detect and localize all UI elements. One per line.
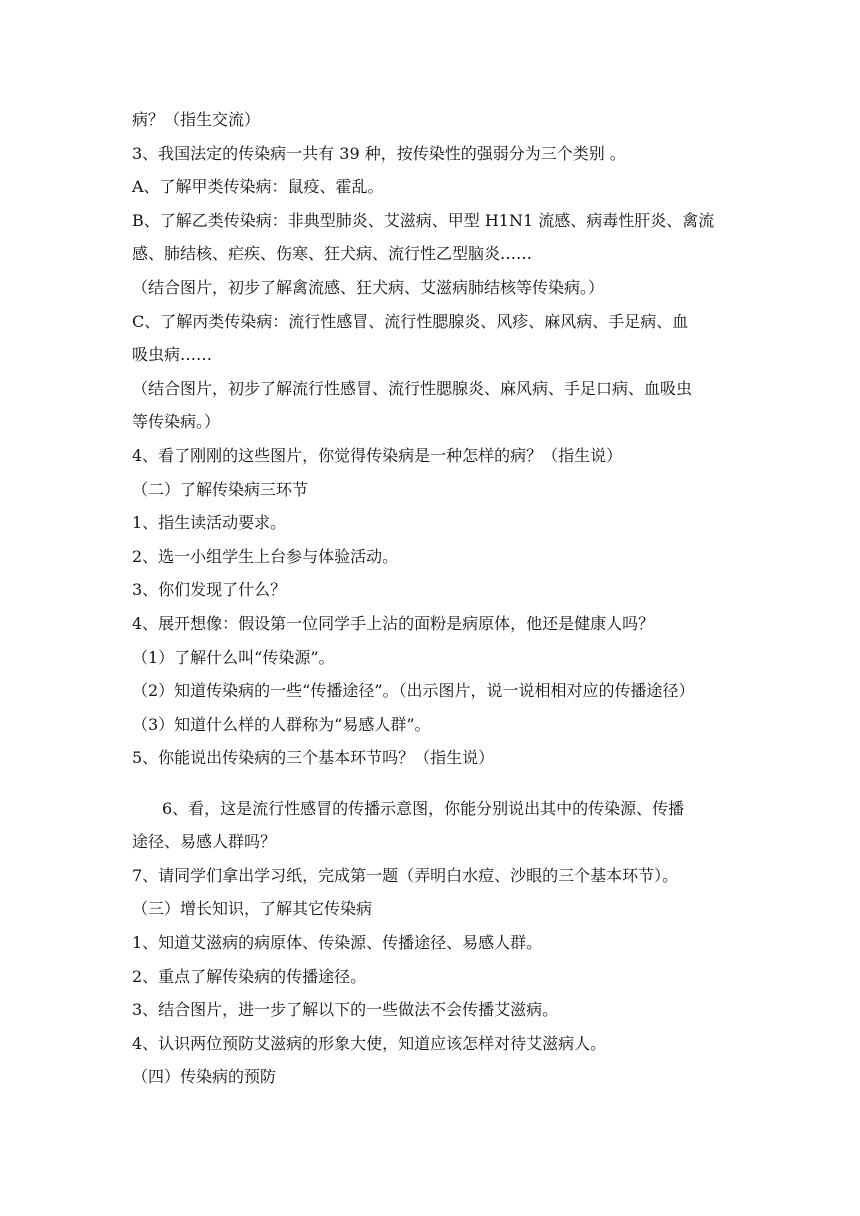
text-line: 2、选一小组学生上台参与体验活动。	[132, 547, 399, 566]
text-line: 途径、易感人群吗？	[132, 832, 277, 851]
text-line: 7、请同学们拿出学习纸，完成第一题（弄明白水痘、沙眼的三个基本环节）。	[132, 866, 679, 885]
text-line: 感、肺结核、疟疾、伤寒、狂犬病、流行性乙型脑炎……	[132, 244, 533, 263]
text-line: （3）知道什么样的人群称为“易感人群”。	[132, 715, 431, 734]
section-heading: （三）增长知识，了解其它传染病	[132, 899, 373, 918]
text-line: （结合图片，初步了解禽流感、狂犬病、艾滋病肺结核等传染病。）	[132, 278, 605, 297]
section-heading: （四）传染病的预防	[132, 1067, 277, 1086]
text-line: 等传染病。）	[132, 412, 221, 431]
text-line: 病？（指生交流）	[132, 110, 261, 129]
text-line: 3、结合图片，进一步了解以下的一些做法不会传播艾滋病。	[132, 1000, 559, 1019]
section-heading: （二）了解传染病三环节	[132, 480, 309, 499]
text-line: 4、展开想像：假设第一位同学手上沾的面粉是病原体，他还是健康人吗？	[132, 614, 655, 633]
text-line: 1、知道艾滋病的病原体、传染源、传播途径、易感人群。	[132, 933, 543, 952]
text-line: 5、你能说出传染病的三个基本环节吗？（指生说）	[132, 748, 495, 767]
text-line: 4、认识两位预防艾滋病的形象大使，知道应该怎样对待艾滋病人。	[132, 1034, 607, 1053]
text-line: B、了解乙类传染病：非典型肺炎、艾滋病、甲型 H1N1 流感、病毒性肝炎、禽流	[132, 211, 715, 230]
text-line: C、了解丙类传染病：流行性感冒、流行性腮腺炎、风疹、麻风病、手足病、血	[132, 312, 689, 331]
text-line: （结合图片，初步了解流行性感冒、流行性腮腺炎、麻风病、手足口病、血吸虫	[132, 379, 693, 398]
text-line: （1）了解什么叫“传染源”。	[132, 648, 335, 667]
text-line: 2、重点了解传染病的传播途径。	[132, 967, 367, 986]
text-line: A、了解甲类传染病：鼠疫、霍乱。	[132, 177, 384, 196]
text-line: 3、我国法定的传染病一共有 39 种，按传染性的强弱分为三个类别 。	[132, 144, 626, 163]
text-line: （2）知道传染病的一些“传播途径”。（出示图片，说一说相相对应的传播途径）	[132, 681, 695, 700]
text-line: 吸虫病……	[132, 345, 213, 364]
text-line: 4、看了刚刚的这些图片，你觉得传染病是一种怎样的病？（指生说）	[132, 446, 623, 465]
text-line: 3、你们发现了什么？	[132, 580, 287, 599]
text-line: 1、指生读活动要求。	[132, 513, 287, 532]
text-line: 6、看，这是流行性感冒的传播示意图，你能分别说出其中的传染源、传播	[162, 799, 685, 818]
